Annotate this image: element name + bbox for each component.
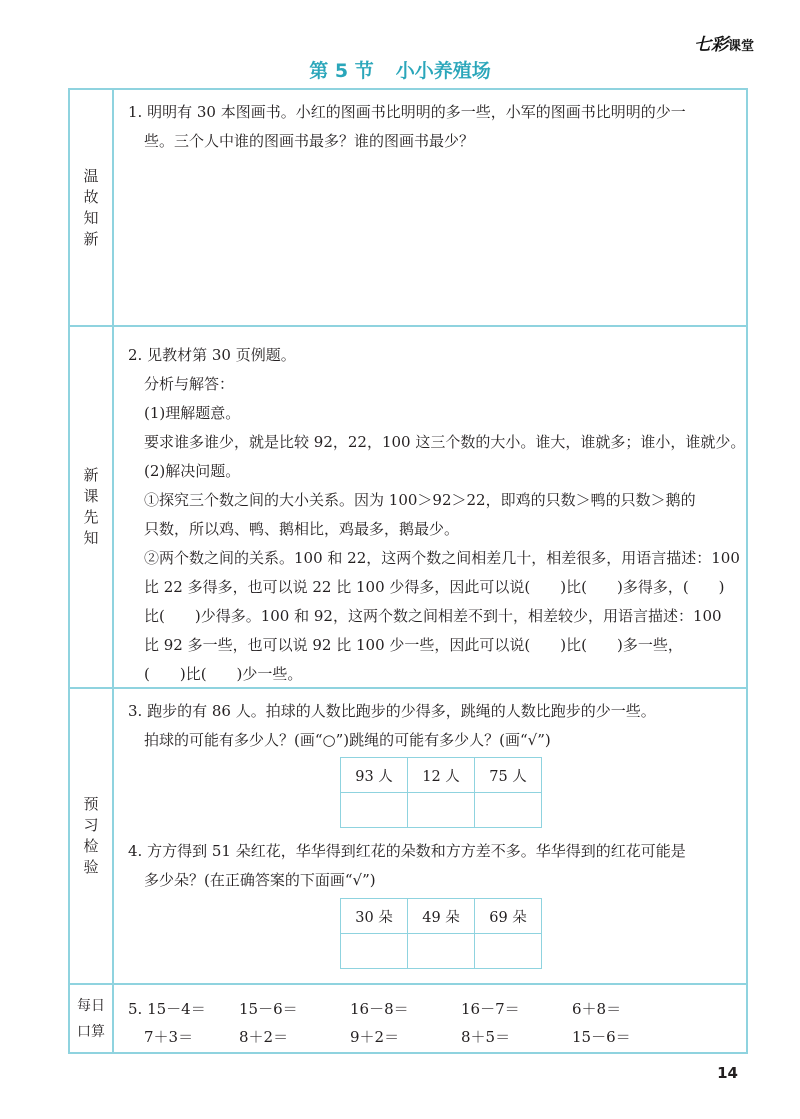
q2-line: ①探究三个数之间的大小关系。因为 100＞92＞22，即鸡的只数＞鸭的只数＞鹅的: [144, 491, 696, 509]
page-number: 14: [717, 1064, 738, 1082]
q2-line: 要求谁多谁少，就是比较 92，22，100 这三个数的大小。谁大，谁就多；谁小，谁就少。: [144, 433, 746, 451]
question-1: [128, 98, 738, 156]
q4-answer-cell[interactable]: [408, 934, 475, 969]
check-label: 预习检验: [83, 795, 99, 876]
q2-line: 比 92 多一些，也可以说 92 比 100 少一些，因此可以说( )比( )多一些，: [144, 636, 683, 654]
q1-line: 些。三个人中谁的图画书最多？谁的图画书最少？: [144, 132, 475, 150]
q4-line: 4. 方方得到 51 朵红花，华华得到红花的朵数和方方差不多。华华得到的红花可能是: [128, 842, 686, 860]
brand-logo: [694, 30, 754, 55]
section-name: 小小养殖场: [395, 60, 491, 82]
q3-option: 75 人: [475, 758, 542, 793]
daily-label: [77, 993, 105, 1045]
q2-line: (1)理解题意。: [144, 404, 241, 422]
oral-row: [128, 1023, 683, 1051]
q3-line: 拍球的可能有多少人？(画“○”)跳绳的可能有多少人？(画“√”): [144, 731, 551, 749]
oral-item: 8＋2＝: [239, 1028, 289, 1046]
daily-side: [70, 985, 114, 1052]
q4-answer-table: [340, 898, 542, 969]
q4-option: 69 朵: [475, 899, 542, 934]
question-5: [128, 995, 683, 1051]
check-row: [70, 689, 746, 985]
oral-row: [128, 995, 683, 1023]
q2-line: ( )比( )少一些。: [144, 665, 303, 683]
preview-label: 新课先知: [83, 466, 99, 547]
review-side: [70, 90, 114, 325]
oral-item: 8＋5＝: [461, 1028, 511, 1046]
q3-answer-cell[interactable]: [341, 793, 408, 828]
oral-item: 16－7＝: [461, 1000, 520, 1018]
q3-answer-cell[interactable]: [408, 793, 475, 828]
page-title: [0, 56, 800, 83]
question-3: [128, 697, 738, 755]
q2-line: 比 22 多得多，也可以说 22 比 100 少得多，因此可以说( )比( )多得多，( ): [144, 578, 725, 596]
brand-small: 课堂: [727, 39, 754, 54]
daily-label-line: 口算: [77, 1023, 105, 1040]
brand-big: 七彩: [693, 35, 728, 55]
q4-option: 49 朵: [408, 899, 475, 934]
review-label: 温故知新: [83, 166, 99, 248]
question-4: [128, 837, 738, 895]
q4-line: 多少朵？(在正确答案的下面画“√”): [144, 871, 376, 889]
oral-item: 9＋2＝: [350, 1028, 400, 1046]
q2-line: (2)解决问题。: [144, 462, 241, 480]
section-number: 第 5 节: [309, 60, 374, 82]
check-side: [70, 689, 114, 983]
worksheet-frame: [68, 88, 748, 1054]
q3-answer-table: [340, 757, 542, 828]
q2-line: 比( )少得多。100 和 92，这两个数之间相差不到十，相差较少，用语言描述：100: [144, 607, 722, 625]
q3-line: 3. 跑步的有 86 人。拍球的人数比跑步的少得多，跳绳的人数比跑步的少一些。: [128, 702, 656, 720]
daily-row: [70, 985, 746, 1052]
q4-answer-cell[interactable]: [475, 934, 542, 969]
q3-option: 12 人: [408, 758, 475, 793]
oral-item: 15－6＝: [572, 1028, 631, 1046]
oral-item: 15－6＝: [239, 1000, 298, 1018]
q4-option: 30 朵: [341, 899, 408, 934]
q2-line: 分析与解答：: [144, 375, 235, 393]
q3-answer-cell[interactable]: [475, 793, 542, 828]
q2-line: 只数，所以鸡、鸭、鹅相比，鸡最多，鹅最少。: [144, 520, 460, 538]
preview-side: [70, 327, 114, 687]
q4-answer-cell[interactable]: [341, 934, 408, 969]
q2-line: ②两个数之间的关系。100 和 22，这两个数之间相差几十，相差很多，用语言描述：100: [144, 549, 740, 567]
daily-label-line: 每日: [77, 997, 105, 1014]
oral-item: 5. 15－4＝: [128, 1000, 206, 1018]
q3-option: 93 人: [341, 758, 408, 793]
preview-row: [70, 327, 746, 689]
oral-item: 7＋3＝: [144, 1028, 194, 1046]
q2-line: 2. 见教材第 30 页例题。: [128, 346, 296, 364]
q1-line: 1. 明明有 30 本图画书。小红的图画书比明明的多一些，小军的图画书比明明的少一: [128, 103, 686, 121]
question-2: [128, 341, 746, 689]
oral-item: 6＋8＝: [572, 1000, 622, 1018]
review-row: [70, 90, 746, 327]
oral-item: 16－8＝: [350, 1000, 409, 1018]
